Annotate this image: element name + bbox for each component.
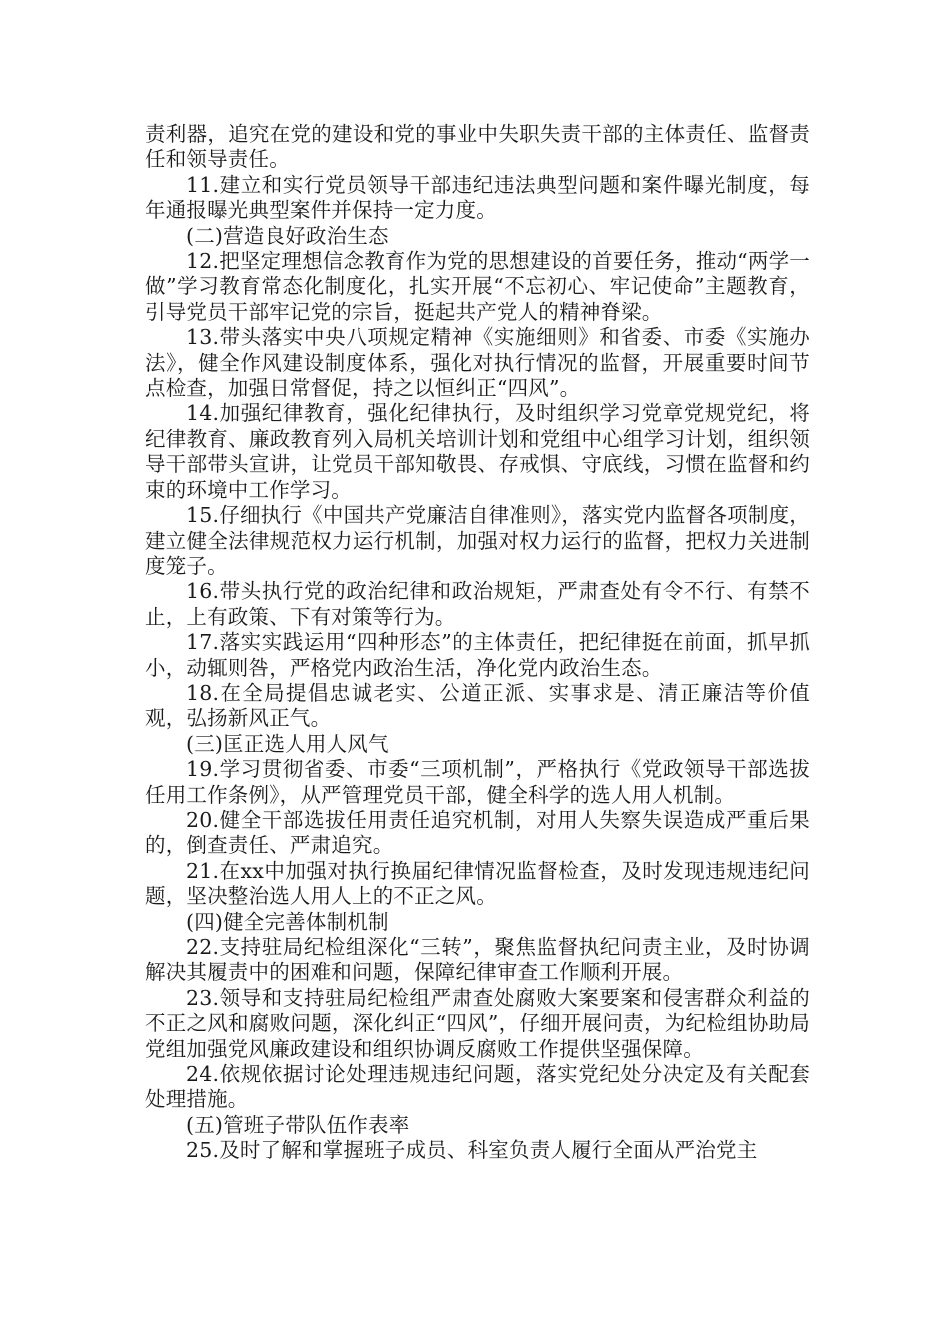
paragraph-item-21: 21.在xx中加强对执行换届纪律情况监督检查，及时发现违规违纪问题，坚决整治选人用人上的不正之风。 (145, 858, 810, 909)
paragraph-continuation: 责利器，追究在党的建设和党的事业中失职失责干部的主体责任、监督责任和领导责任。 (145, 122, 810, 172)
paragraph-item-22: 22.支持驻局纪检组深化“三转”，聚焦监督执纪问责主业，及时协调解决其履责中的困难和问题，保障纪律审查工作顺利开展。 (145, 935, 810, 985)
paragraph-item-14: 14.加强纪律教育，强化纪律执行，及时组织学习党章党规党纪，将纪律教育、廉政教育列入局机关培训计划和党组中心组学习计划，组织领导干部带头宣讲，让党员干部知敬畏、存戒惧、守底线，习惯在监督和约束的环境中工作学习。 (145, 401, 810, 502)
paragraph-item-19: 19.学习贯彻省委、市委“三项机制”，严格执行《党政领导干部选拔任用工作条例》，从严管理党员干部，健全科学的选人用人机制。 (145, 757, 810, 807)
paragraph-item-25: 25.及时了解和掌握班子成员、科室负责人履行全面从严治党主 (186, 1138, 758, 1163)
paragraph-item-16: 16.带头执行党的政治纪律和政治规矩，严肃查处有令不行、有禁不止，上有政策、下有对策等行为。 (145, 579, 810, 629)
paragraph-item-11: 11.建立和实行党员领导干部违纪违法典型问题和案件曝光制度，每年通报曝光典型案件并保持一定力度。 (145, 172, 810, 223)
section-heading-2: (二)营造良好政治生态 (186, 223, 389, 248)
paragraph-item-12: 12.把坚定理想信念教育作为党的思想建设的首要任务，推动“两学一做”学习教育常态化制度化，扎实开展“不忘初心、牢记使命”主题教育，引导党员干部牢记党的宗旨，挺起共产党人的精神脊梁。 (145, 249, 810, 324)
section-heading-5: (五)管班子带队伍作表率 (186, 1112, 410, 1137)
section-heading-3: (三)匡正选人用人风气 (186, 731, 389, 756)
paragraph-item-13: 13.带头落实中央八项规定精神《实施细则》和省委、市委《实施办法》，健全作风建设制度体系，强化对执行情况的监督，开展重要时间节点检查，加强日常督促，持之以恒纠正“四风”。 (145, 325, 810, 401)
paragraph-item-17: 17.落实实践运用“四种形态”的主体责任，把纪律挺在前面，抓早抓小，动辄则咎，严格党内政治生活，净化党内政治生态。 (145, 630, 810, 680)
paragraph-item-20: 20.健全干部选拔任用责任追究机制，对用人失察失误造成严重后果的，倒查责任、严肃追究。 (145, 807, 810, 858)
paragraph-item-24: 24.依规依据讨论处理违规违纪问题，落实党纪处分决定及有关配套处理措施。 (145, 1062, 810, 1112)
paragraph-item-15: 15.仔细执行《中国共产党廉洁自律准则》，落实党内监督各项制度，建立健全法律规范权力运行机制，加强对权力运行的监督，把权力关进制度笼子。 (145, 503, 810, 578)
paragraph-item-18: 18.在全局提倡忠诚老实、公道正派、实事求是、清正廉洁等价值观，弘扬新风正气。 (145, 680, 810, 731)
paragraph-item-23: 23.领导和支持驻局纪检组严肃查处腐败大案要案和侵害群众利益的不正之风和腐败问题，深化纠正“四风”，仔细开展问责，为纪检组协助局党组加强党风廉政建设和组织协调反腐败工作提供坚强保障。 (145, 985, 810, 1061)
section-heading-4: (四)健全完善体制机制 (186, 909, 389, 934)
document-body (145, 122, 810, 1164)
